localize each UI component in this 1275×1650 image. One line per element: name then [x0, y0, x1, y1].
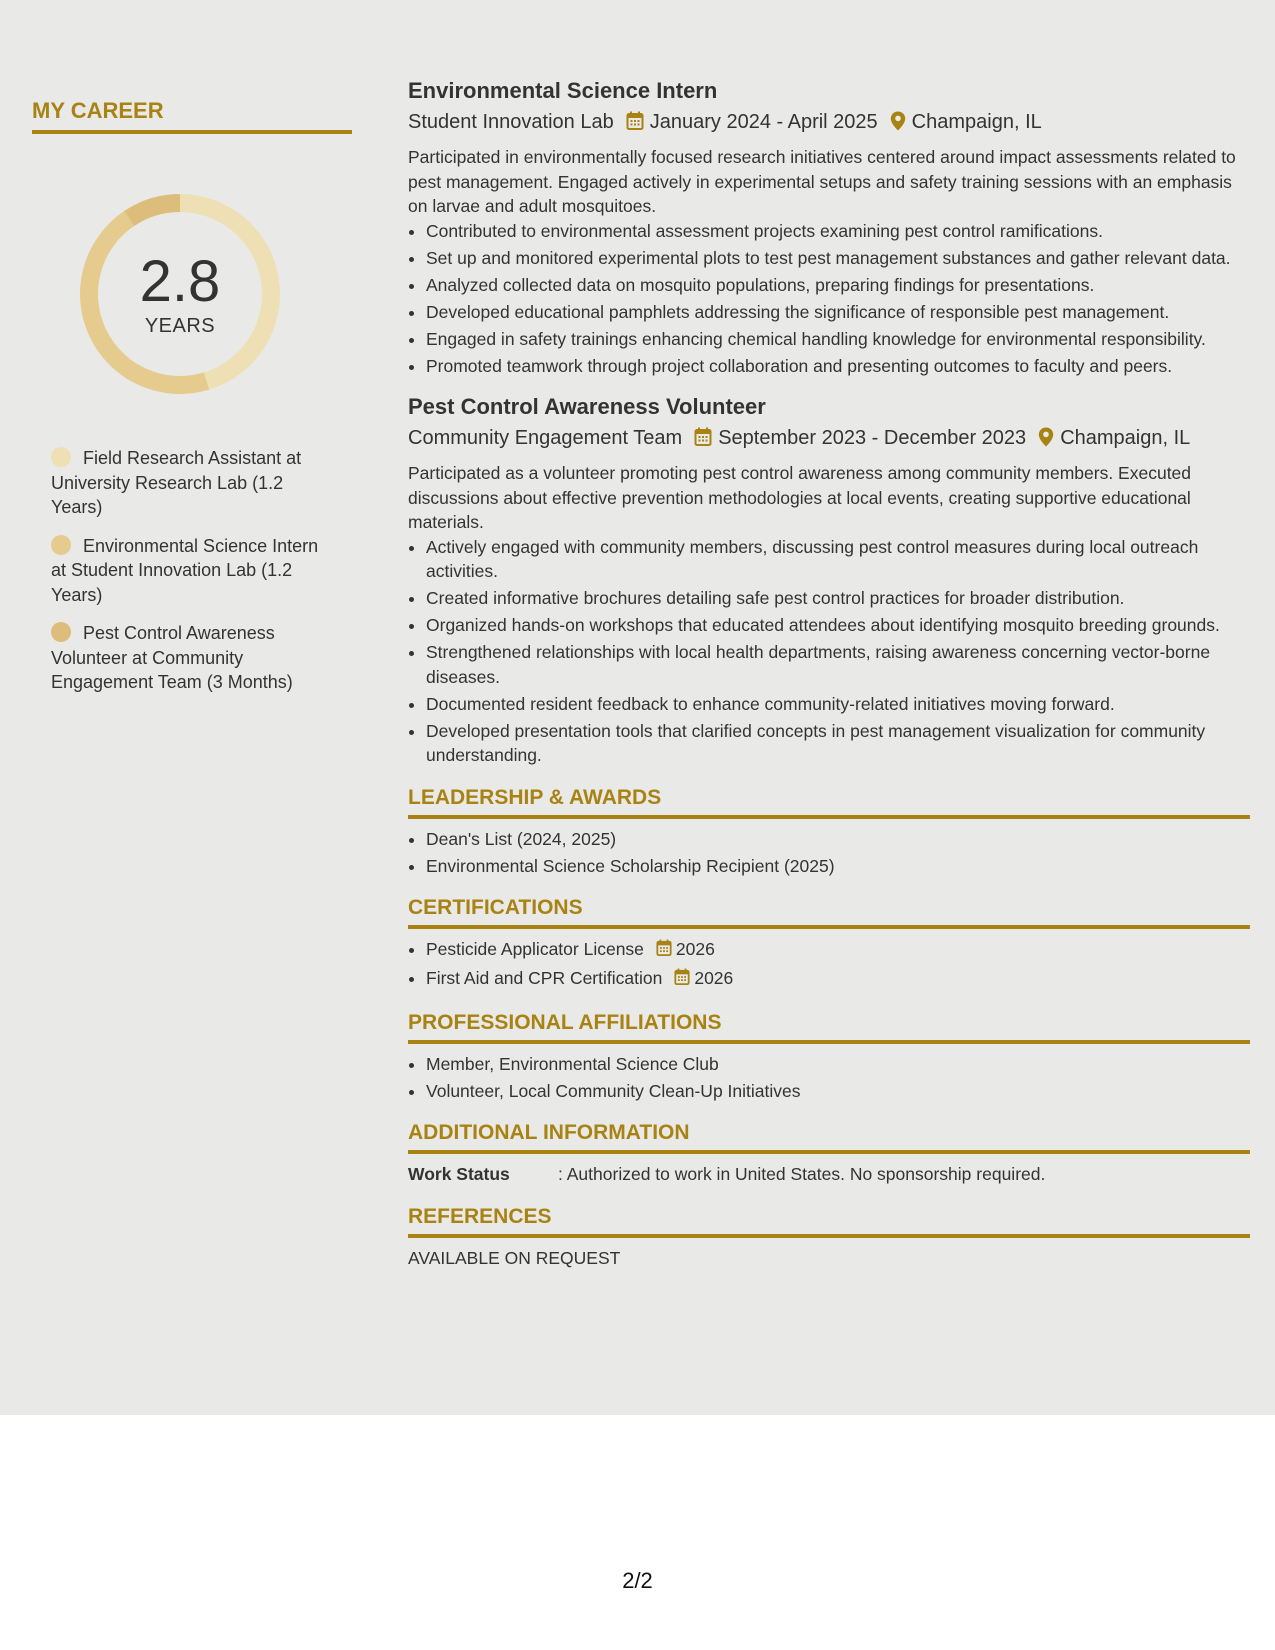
map-pin-icon — [1038, 425, 1054, 457]
cert-name: First Aid and CPR Certification — [426, 968, 663, 988]
cert-name: Pesticide Applicator License — [426, 939, 644, 959]
map-pin-icon — [890, 109, 906, 141]
legend-label: Pest Control Awareness Volunteer at Community Engagement Team (3 Months) — [51, 623, 293, 692]
legend-dot — [51, 622, 71, 642]
legend-label: Environmental Science Intern at Student Innovation Lab (1.2 Years) — [51, 535, 319, 605]
experience-entry — [408, 392, 1250, 768]
career-total-unit: YEARS — [144, 314, 216, 337]
list-item: • Engaged in safety trainings enhancing chemical handling knowledge for environmental responsibility. — [426, 327, 1250, 352]
list-item: • Set up and monitored experimental plots to test pest management substances and gather relevant data. — [426, 246, 1250, 271]
cert-date — [656, 939, 715, 959]
page-number: 2/2 — [622, 1568, 653, 1593]
affiliations-section-title: PROFESSIONAL AFFILIATIONS — [408, 1011, 1250, 1044]
certifications-list — [408, 937, 1250, 993]
list-item: • Promoted teamwork through project collaboration and presenting outcomes to faculty and peers. — [426, 354, 1250, 379]
affiliations-list — [408, 1052, 1250, 1104]
certifications-section-title: CERTIFICATIONS — [408, 896, 1250, 929]
additional-info-section — [408, 1121, 1250, 1187]
job-bullets — [408, 219, 1250, 379]
career-sidebar — [32, 98, 352, 709]
job-company: Community Engagement Team — [408, 427, 683, 449]
list-item: • Created informative brochures detailing safe pest control practices for broader distribution. — [426, 586, 1250, 611]
list-item: • Strengthened relationships with local health departments, raising awareness concerning vector-borne diseases. — [426, 640, 1250, 689]
job-location: Champaign, IL — [1060, 427, 1191, 449]
cert-date — [674, 968, 733, 988]
certifications-section — [408, 896, 1250, 993]
legend-item — [51, 534, 331, 608]
main-content — [408, 76, 1250, 1270]
list-item: • Volunteer, Local Community Clean-Up Initiatives — [426, 1079, 1250, 1104]
job-summary: Participated in environmentally focused research initiatives centered around impact assessments related to pest management. Engaged actively in experimental setups and safety training sessions with an emphasis on larvae and adult mosquitoes. — [408, 147, 1236, 216]
list-item: • Developed educational pamphlets addressing the significance of responsible pest management. — [426, 300, 1250, 325]
leadership-section — [408, 786, 1250, 879]
legend-dot — [51, 447, 71, 467]
affiliations-section — [408, 1011, 1250, 1104]
experience-entry — [408, 76, 1250, 378]
legend-label: Field Research Assistant at University Research Lab (1.2 Years) — [51, 448, 302, 517]
leadership-section-title: LEADERSHIP & AWARDS — [408, 786, 1250, 819]
list-item: • Dean's List (2024, 2025) — [426, 827, 1250, 852]
job-dates: September 2023 - December 2023 — [718, 427, 1027, 449]
work-status-row — [408, 1162, 1250, 1187]
job-meta — [408, 106, 1250, 141]
calendar-icon — [674, 968, 690, 993]
list-item — [426, 966, 1250, 993]
donut-center — [60, 174, 300, 414]
list-item: • Documented resident feedback to enhance community-related initiatives moving forward. — [426, 692, 1250, 717]
career-section-title: MY CAREER — [32, 98, 352, 134]
calendar-icon — [626, 109, 644, 141]
career-legend — [51, 446, 331, 695]
legend-dot — [51, 535, 71, 555]
job-company: Student Innovation Lab — [408, 111, 614, 133]
work-status-label: Work Status — [408, 1164, 510, 1184]
job-bullets — [408, 535, 1250, 768]
cert-year: 2026 — [694, 968, 734, 988]
list-item: • Contributed to environmental assessment projects examining pest control ramifications. — [426, 219, 1250, 244]
job-location: Champaign, IL — [911, 111, 1042, 133]
list-item: • Environmental Science Scholarship Recipient (2025) — [426, 854, 1250, 879]
list-item — [426, 937, 1250, 964]
list-item: • Developed presentation tools that clarified concepts in pest management visualization for community understanding. — [426, 719, 1250, 768]
job-title: Environmental Science Intern — [408, 78, 718, 103]
legend-item — [51, 621, 331, 695]
list-item: • Actively engaged with community members, discussing pest control measures during local outreach activities. — [426, 535, 1250, 584]
references-section-title: REFERENCES — [408, 1205, 1250, 1238]
work-status-value: : Authorized to work in United States. No sponsorship required. — [558, 1164, 1046, 1184]
legend-item — [51, 446, 331, 520]
cert-year: 2026 — [675, 939, 715, 959]
list-item: • Analyzed collected data on mosquito populations, preparing findings for presentations. — [426, 273, 1250, 298]
calendar-icon — [656, 939, 672, 964]
job-title: Pest Control Awareness Volunteer — [408, 394, 766, 419]
references-section — [408, 1205, 1250, 1271]
references-text: AVAILABLE ON REQUEST — [408, 1247, 621, 1268]
job-meta — [408, 422, 1250, 457]
list-item: • Organized hands-on workshops that educated attendees about identifying mosquito breeding grounds. — [426, 613, 1250, 638]
career-total-years: 2.8 — [139, 248, 221, 314]
leadership-list — [408, 827, 1250, 879]
job-dates: January 2024 - April 2025 — [649, 111, 878, 133]
job-summary: Participated as a volunteer promoting pest control awareness among community members. Executed discussions about effective prevention methodologies at local events, creating supportive educational materials. — [408, 463, 1192, 532]
career-donut-chart — [60, 174, 300, 414]
list-item: • Member, Environmental Science Club — [426, 1052, 1250, 1077]
additional-info-section-title: ADDITIONAL INFORMATION — [408, 1121, 1250, 1154]
calendar-icon — [694, 425, 712, 457]
